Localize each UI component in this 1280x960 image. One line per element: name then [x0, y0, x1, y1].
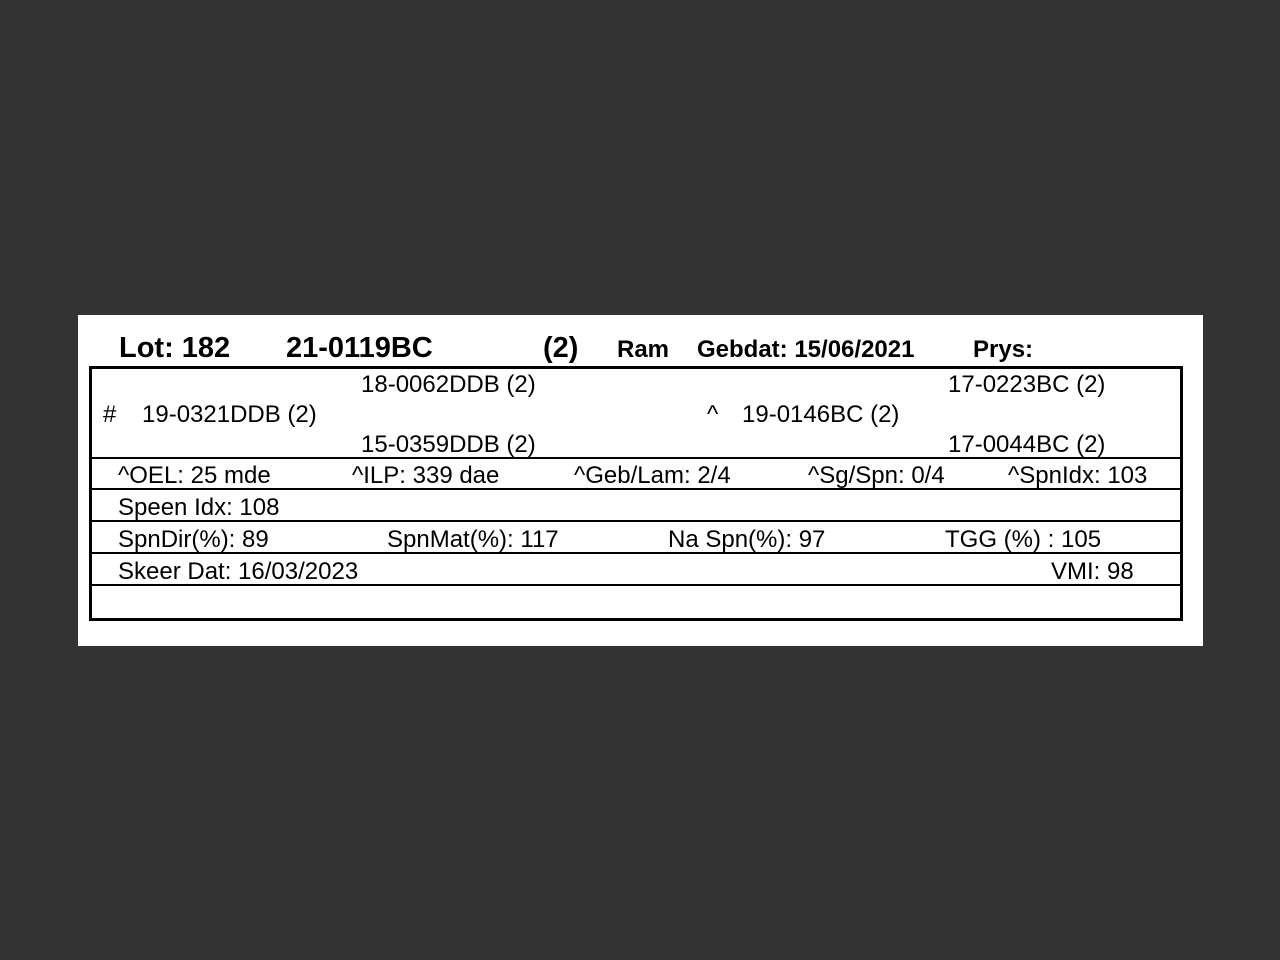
dam: 19-0146BC (2)	[742, 401, 900, 428]
dam-dam: 17-0044BC (2)	[948, 431, 1106, 458]
dam-ilp: ^ILP: 339 dae	[352, 462, 500, 489]
lot-number: Lot: 182	[119, 332, 231, 364]
dam-marker: ^	[707, 401, 719, 428]
sire: 19-0321DDB (2)	[142, 401, 317, 428]
animal-count: (2)	[543, 332, 579, 364]
spn-dir: SpnDir(%): 89	[118, 526, 269, 553]
sire-marker: #	[103, 401, 117, 428]
sire-dam: 15-0359DDB (2)	[361, 431, 536, 458]
birth-date: Gebdat: 15/06/2021	[697, 336, 915, 363]
dam-oel: ^OEL: 25 mde	[118, 462, 271, 489]
shearing-date: Skeer Dat: 16/03/2023	[118, 558, 359, 585]
dam-geb-lam: ^Geb/Lam: 2/4	[574, 462, 731, 489]
divider	[92, 457, 1180, 459]
divider	[92, 488, 1180, 490]
speen-idx: Speen Idx: 108	[118, 494, 280, 521]
dam-sire: 17-0223BC (2)	[948, 371, 1106, 398]
dam-spn-idx: ^SpnIdx: 103	[1008, 462, 1148, 489]
tgg: TGG (%) : 105	[945, 526, 1102, 553]
divider	[92, 584, 1180, 586]
vmi: VMI: 98	[1051, 558, 1134, 585]
sire-sire: 18-0062DDB (2)	[361, 371, 536, 398]
na-spn: Na Spn(%): 97	[668, 526, 826, 553]
animal-sex: Ram	[617, 336, 670, 363]
divider	[92, 552, 1180, 554]
price-label: Prys:	[973, 336, 1034, 363]
spn-mat: SpnMat(%): 117	[387, 526, 559, 553]
divider	[92, 520, 1180, 522]
lot-card	[78, 315, 1203, 646]
details-table	[89, 366, 1183, 621]
dam-sg-spn: ^Sg/Spn: 0/4	[808, 462, 945, 489]
animal-id: 21-0119BC	[286, 332, 433, 364]
